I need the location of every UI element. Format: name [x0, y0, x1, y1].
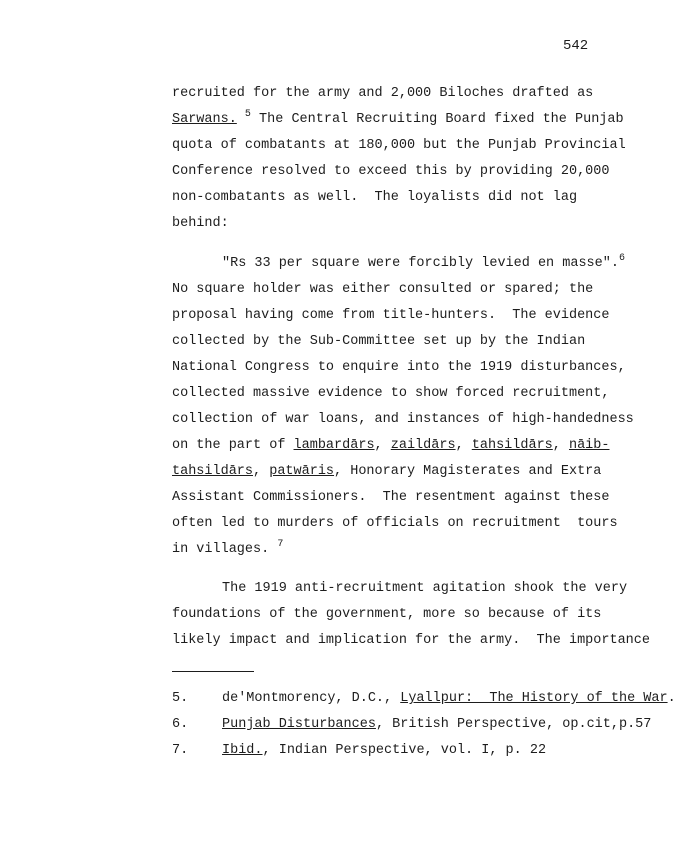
body-line: National Congress to enquire into the 1919 disturbances,: [172, 360, 626, 375]
body-line: proposal having come from title-hunters. The evidence: [172, 308, 610, 323]
footnote-ref-7: 7: [277, 539, 284, 550]
quote-text: "Rs 33 per square were forcibly levied en masse".: [222, 256, 619, 271]
term-naib: nāib-: [568, 438, 610, 453]
footnote-number: 7.: [172, 743, 189, 758]
separator: ,: [552, 438, 569, 453]
footnote-title: Ibid.: [222, 743, 263, 758]
body-line: collected by the Sub-Committee set up by the Indian: [172, 334, 586, 349]
body-text: on the part of: [172, 438, 294, 453]
term-zaildars: zaildārs: [390, 438, 456, 453]
term-tahsildars-2: tahsildārs: [172, 464, 254, 479]
body-text: The Central Recruiting Board fixed the Punjab: [250, 112, 624, 127]
body-line: [172, 541, 283, 560]
footnote-text: [222, 690, 676, 708]
body-line: collection of war loans, and instances of high-handedness: [172, 412, 634, 427]
body-line: No square holder was either consulted or spared; the: [172, 282, 594, 297]
body-line: recruited for the army and 2,000 Biloches drafted as: [172, 86, 594, 101]
footnote-text: [222, 716, 651, 734]
footnote-ref-6: 6: [618, 253, 625, 264]
body-line: Assistant Commissioners. The resentment against these: [172, 490, 610, 505]
term-lambardars: lambardārs: [293, 438, 375, 453]
footnote-title: Lyallpur: The History of the War: [400, 691, 668, 706]
footnote-text: [222, 742, 546, 760]
footnote-detail: , British Perspective, op.cit,p.57: [375, 717, 652, 732]
separator: ,: [455, 438, 472, 453]
term-patwaris: patwāris: [269, 464, 335, 479]
footnote-divider: [172, 671, 254, 672]
body-text: in villages.: [172, 542, 270, 557]
body-line: [172, 463, 601, 481]
body-line: often led to murders of officials on recruitment tours: [172, 516, 618, 531]
footnote-detail: , Indian Perspective, vol. I, p. 22: [262, 743, 547, 758]
body-line: behind:: [172, 216, 229, 231]
body-text: , Honorary Magisterates and Extra: [334, 464, 602, 479]
body-line: quota of combatants at 180,000 but the Punjab Provincial: [172, 138, 626, 153]
footnote-detail: .: [667, 691, 676, 706]
footnote-number: 5.: [172, 691, 189, 706]
body-line: Conference resolved to exceed this by providing 20,000: [172, 164, 610, 179]
separator: ,: [253, 464, 270, 479]
body-line: The 1919 anti-recruitment agitation shook the very: [222, 581, 628, 596]
body-line: collected massive evidence to show forced recruitment,: [172, 386, 610, 401]
footnote-author: de'Montmorency, D.C.,: [222, 691, 401, 706]
body-line: likely impact and implication for the army. The importance: [172, 633, 650, 648]
body-line: [172, 111, 624, 130]
term-tahsildars: tahsildārs: [471, 438, 553, 453]
body-line: foundations of the government, more so because of its: [172, 607, 602, 622]
page-number: 542: [563, 38, 589, 54]
footnote-number: 6.: [172, 717, 189, 732]
term-sarwans: Sarwans.: [172, 112, 237, 127]
footnote-title: Punjab Disturbances: [222, 717, 376, 732]
body-line: [172, 437, 610, 455]
separator: ,: [374, 438, 391, 453]
quote-line: [222, 255, 625, 274]
body-line: non-combatants as well. The loyalists did not lag: [172, 190, 578, 205]
footnote-ref-5: 5: [244, 109, 251, 120]
